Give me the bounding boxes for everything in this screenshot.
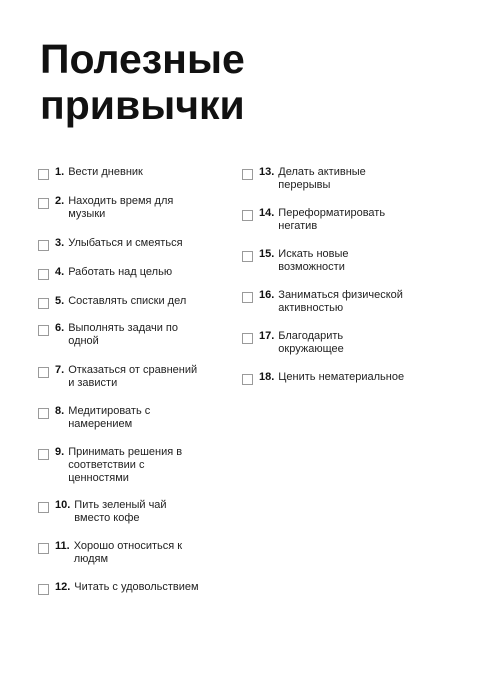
habit-text: Делать активные перерывы (278, 166, 366, 191)
habit-text: Вести дневник (68, 166, 143, 178)
habit-item-3[interactable] (38, 237, 238, 251)
checkbox[interactable] (242, 210, 253, 221)
habit-number: 16. (259, 289, 275, 301)
habit-number: 10. (55, 499, 71, 511)
habit-number: 2. (55, 195, 65, 207)
habit-item-9[interactable] (38, 446, 238, 485)
habit-text: Искать новые возможности (278, 248, 349, 273)
habit-item-7[interactable] (38, 364, 238, 390)
checkbox[interactable] (38, 408, 49, 419)
habit-item-5[interactable] (38, 295, 238, 309)
habit-text: Улыбаться и смеяться (68, 237, 183, 249)
habit-text: Выполнять задачи по одной (68, 322, 178, 347)
habit-item-16[interactable] (242, 289, 442, 315)
habit-text: Переформатировать негатив (278, 207, 386, 232)
title-line-1: Полезные (40, 36, 245, 82)
habit-text: Отказаться от сравнений и зависти (68, 364, 198, 389)
habit-item-10[interactable] (38, 499, 238, 525)
habit-item-17[interactable] (242, 330, 442, 356)
checkbox[interactable] (38, 449, 49, 460)
checkbox[interactable] (242, 374, 253, 385)
habit-text: Ценить нематериальное (278, 371, 405, 383)
habit-number: 4. (55, 266, 65, 278)
habit-item-12[interactable] (38, 581, 238, 595)
habit-text: Заниматься физической активностью (278, 289, 403, 314)
habit-item-2[interactable] (38, 195, 238, 221)
habit-number: 18. (259, 371, 275, 383)
habit-number: 14. (259, 207, 275, 219)
checkbox[interactable] (38, 198, 49, 209)
page-title (40, 36, 245, 128)
habit-item-18[interactable] (242, 371, 442, 385)
habit-number: 12. (55, 581, 71, 593)
habit-number: 11. (55, 540, 70, 552)
checkbox[interactable] (38, 298, 49, 309)
checkbox[interactable] (242, 292, 253, 303)
habit-text: Медитировать с намерением (68, 405, 151, 430)
habit-text: Хорошо относиться к людям (73, 540, 183, 565)
habit-text: Благодарить окружающее (278, 330, 344, 355)
checkbox[interactable] (38, 325, 49, 336)
habit-item-13[interactable] (242, 166, 442, 192)
habit-item-8[interactable] (38, 405, 238, 431)
habit-number: 17. (259, 330, 275, 342)
habit-item-4[interactable] (38, 266, 238, 280)
checkbox[interactable] (38, 169, 49, 180)
habit-text: Составлять списки дел (68, 295, 187, 307)
habit-number: 9. (55, 446, 65, 458)
habit-item-11[interactable] (38, 540, 238, 566)
checkbox[interactable] (38, 584, 49, 595)
habit-number: 8. (55, 405, 65, 417)
habit-text: Находить время для музыки (68, 195, 174, 220)
habit-number: 7. (55, 364, 65, 376)
checkbox[interactable] (38, 367, 49, 378)
checkbox[interactable] (242, 251, 253, 262)
title-line-2: привычки (40, 82, 245, 128)
habit-item-6[interactable] (38, 322, 238, 348)
checkbox[interactable] (38, 502, 49, 513)
habit-item-14[interactable] (242, 207, 442, 233)
habit-number: 15. (259, 248, 275, 260)
habit-number: 6. (55, 322, 65, 334)
habit-item-1[interactable] (38, 166, 238, 180)
habit-number: 5. (55, 295, 65, 307)
habit-text: Принимать решения в соответствии с ценностями (68, 446, 183, 484)
habit-number: 13. (259, 166, 275, 178)
checkbox[interactable] (38, 269, 49, 280)
habit-text: Читать с удовольствием (74, 581, 199, 593)
habit-text: Пить зеленый чай вместо кофе (74, 499, 167, 524)
habit-number: 1. (55, 166, 65, 178)
checkbox[interactable] (242, 333, 253, 344)
habit-number: 3. (55, 237, 65, 249)
habit-item-15[interactable] (242, 248, 442, 274)
checkbox[interactable] (38, 240, 49, 251)
checkbox[interactable] (38, 543, 49, 554)
habit-text: Работать над целью (68, 266, 173, 278)
checkbox[interactable] (242, 169, 253, 180)
